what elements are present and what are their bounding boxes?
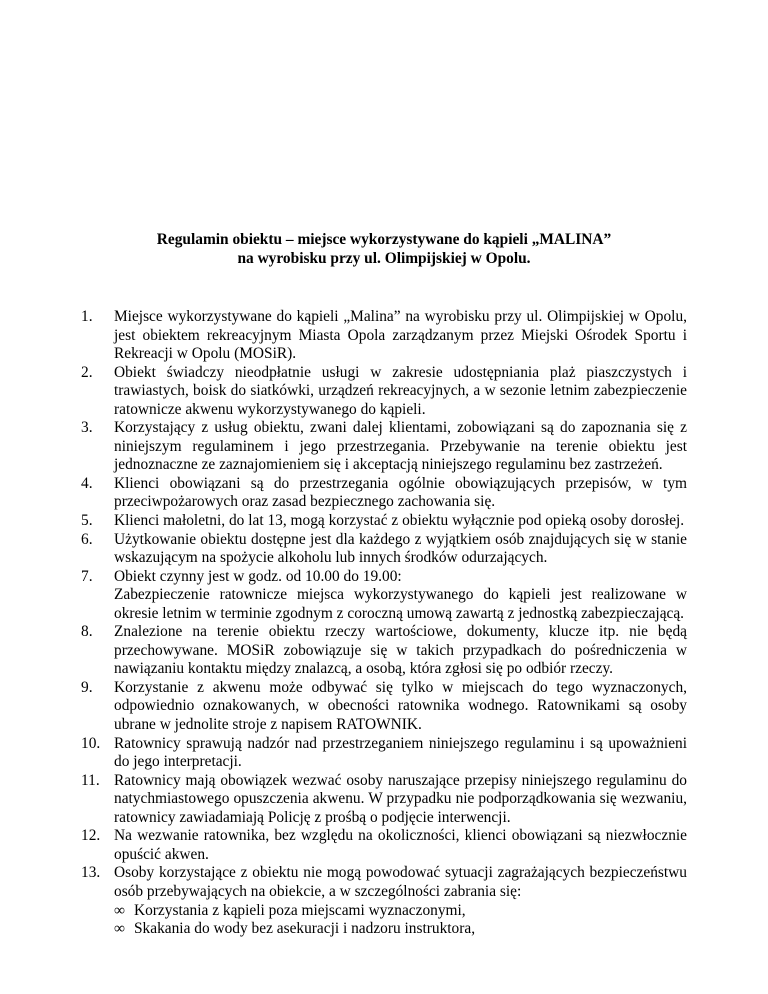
sublist-item [114, 920, 687, 939]
rule-text: Klienci małoletni, do lat 13, mogą korzystać z obiektu wyłącznie pod opieką osoby dorosłej. [114, 512, 685, 530]
rule-text: Osoby korzystające z obiektu nie mogą powodować sytuacji zagrażających bezpieczeństwu osób przebywających na obiekcie, a w szczególności zabrania się: [114, 864, 687, 900]
rule-text: Ratownicy sprawują nadzór nad przestrzeganiem niniejszego regulaminu i są upoważnieni do jego interpretacji. [114, 734, 687, 771]
sublist-item-text: Korzystania z kąpieli poza miejscami wyznaczonymi, [134, 901, 466, 919]
rule-text: Korzystanie z akwenu może odbywać się tylko w miejscach do tego wyznaczonych, odpowiednio oznakowanych, w obecności ratownika wodnego. Ratownikami są osoby ubrane w jednolite stroje z napisem RATOWNIK. [114, 678, 687, 734]
rule-number: 13. [81, 864, 101, 882]
infinity-bullet-icon: ∞ [114, 920, 125, 938]
rule-number: 11. [81, 771, 100, 789]
title-line-1: Regulamin obiektu – miejsce wykorzystywane do kąpieli „MALINA” [156, 231, 612, 248]
rule-item [81, 827, 687, 864]
rule-number: 4. [81, 474, 93, 492]
rule-text: Miejsce wykorzystywane do kąpieli „Malina” na wyrobisku przy ul. Olimpijskiej w Opolu, jest obiektem rekreacyjnym Miasta Opola zarządzanym przez Miejski Ośrodek Sportu i Rekreacji w Opolu (MOSiR). [114, 308, 687, 363]
rule-number: 2. [81, 363, 93, 381]
rule-number: 9. [81, 678, 93, 696]
rule-item [81, 568, 687, 624]
rule-text-continuation: Zabezpieczenie ratownicze miejsca wykorzystywanego do kąpieli jest realizowane w okresie letnim w terminie zgodnym z coroczną umową zawartą z jednostką zabezpieczającą. [114, 586, 687, 622]
rule-number: 7. [81, 567, 93, 585]
rules-list [81, 308, 687, 939]
rule-number: 1. [81, 308, 93, 325]
rule-item [81, 772, 687, 828]
rule-item [81, 864, 687, 938]
title-line-2: na wyrobisku przy ul. Olimpijskiej w Opolu. [237, 250, 531, 267]
rule-text: Obiekt czynny jest w godz. od 10.00 do 19.00: [114, 567, 402, 585]
rule-text: Korzystający z usług obiektu, zwani dalej klientami, zobowiązani są do zapoznania się z niniejszym regulaminem i jego przestrzegania. Przebywanie na terenie obiektu jest jednoznaczne ze zaznajomieniem się i akceptacją niniejszego regulaminu bez zastrzeżeń. [114, 419, 687, 474]
rule-number: 5. [81, 512, 93, 530]
rule-number: 3. [81, 419, 93, 437]
rule-number: 8. [81, 623, 93, 641]
rule-text: Ratownicy mają obowiązek wezwać osoby naruszające przepisy niniejszego regulaminu do natychmiastowego opuszczenia akwenu. W przypadku nie podporządkowania się wezwaniu, ratownicy zawiadamiają Policję z prośbą o podjęcie interwencji. [114, 771, 687, 826]
rule-item [81, 419, 687, 475]
rule-item [81, 735, 687, 772]
rule-item [81, 679, 687, 735]
rule-text: Znalezione na terenie obiektu rzeczy wartościowe, dokumenty, klucze itp. nie będą przechowywane. MOSiR zobowiązuje się w takich przypadkach do pośredniczenia w nawiązaniu kontaktu między znalazcą, a osobą, która zgłosi się po odbiór rzeczy. [114, 623, 687, 678]
rule-item [81, 364, 687, 420]
sublist-item-text: Skakania do wody bez asekuracji i nadzoru instruktora, [134, 920, 476, 938]
rule-text: Obiekt świadczy nieodpłatnie usługi w zakresie udostępniania plaż piaszczystych i trawiastych, boisk do siatkówki, urządzeń rekreacyjnych, a w sezonie letnim zabezpieczenie ratownicze akwenu wykorzystywanego do kąpieli. [114, 363, 687, 418]
sublist-item [114, 902, 687, 921]
rule-item [81, 531, 687, 568]
infinity-bullet-icon: ∞ [114, 901, 125, 919]
rule-text: Na wezwanie ratownika, bez względu na okoliczności, klienci obowiązani są niezwłocznie opuścić akwen. [114, 827, 687, 863]
rule-text: Klienci obowiązani są do przestrzegania ogólnie obowiązujących przepisów, w tym przeciwpożarowych oraz zasad bezpiecznego zachowania się. [114, 474, 687, 511]
document-title [0, 230, 768, 268]
rule-13-sublist [114, 902, 687, 939]
rule-item [81, 475, 687, 512]
rule-item [81, 623, 687, 679]
rule-number: 12. [81, 827, 101, 845]
rule-text: Użytkowanie obiektu dostępne jest dla każdego z wyjątkiem osób znajdujących się w stanie wskazującym na spożycie alkoholu lub innych środków odurzających. [114, 530, 687, 567]
rule-item [81, 308, 687, 364]
rule-item [81, 512, 687, 531]
rule-number: 10. [81, 734, 101, 752]
rule-number: 6. [81, 530, 93, 548]
